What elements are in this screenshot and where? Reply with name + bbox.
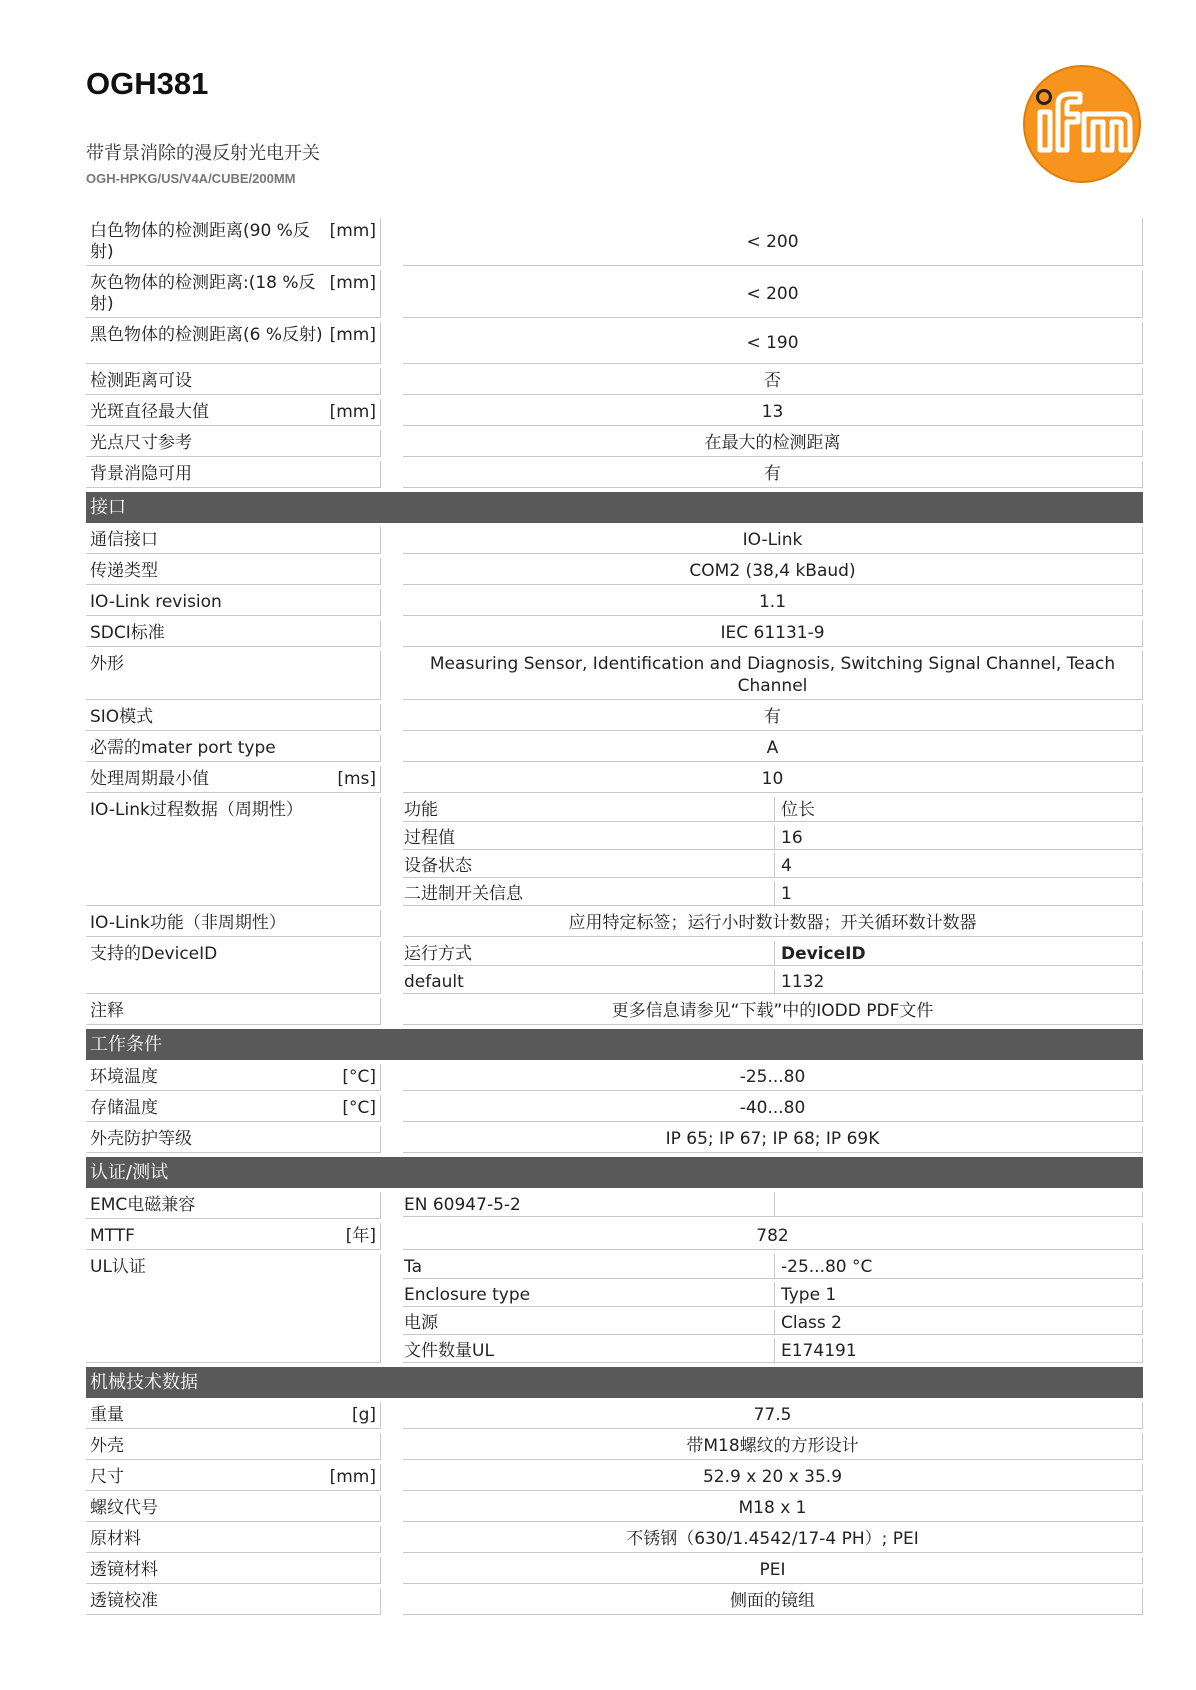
spec-label-text: 环境温度 xyxy=(90,1067,158,1087)
spec-label-text: SDCI标准 xyxy=(90,623,165,643)
spec-label xyxy=(86,399,381,426)
spec-label-text: 存储温度 xyxy=(90,1098,158,1118)
spec-value: 10 xyxy=(403,766,1143,793)
spec-row xyxy=(86,1402,1143,1429)
spec-subrow xyxy=(403,1192,1143,1217)
spec-label-text: IO-Link功能（非周期性） xyxy=(90,913,286,933)
spec-value: 在最大的检测距离 xyxy=(403,430,1143,457)
spec-row xyxy=(86,766,1143,793)
spec-gap xyxy=(381,910,403,937)
spec-row xyxy=(86,910,1143,937)
spec-row xyxy=(86,270,1143,318)
spec-label-text: 必需的mater port type xyxy=(90,738,276,758)
spec-value: Measuring Sensor, Identification and Diagnosis, Switching Signal Channel, Teach Channel xyxy=(403,651,1143,700)
spec-label-text: 透镜材料 xyxy=(90,1560,158,1580)
spec-value: 13 xyxy=(403,399,1143,426)
spec-gap xyxy=(381,766,403,793)
spec-gap xyxy=(381,735,403,762)
spec-subcell-key: 运行方式 xyxy=(403,941,775,966)
spec-label xyxy=(86,589,381,616)
section-header: 认证/测试 xyxy=(86,1157,1143,1188)
spec-gap xyxy=(381,218,403,266)
spec-gap xyxy=(381,1126,403,1153)
spec-row xyxy=(86,1464,1143,1491)
section-header: 接口 xyxy=(86,492,1143,523)
spec-label-text: 光斑直径最大值 xyxy=(90,402,209,422)
spec-unit: [°C] xyxy=(342,1098,376,1118)
spec-label xyxy=(86,558,381,585)
spec-row xyxy=(86,651,1143,700)
spec-subcell-key: 过程值 xyxy=(403,825,775,850)
spec-row xyxy=(86,368,1143,395)
spec-subcell-value: 1132 xyxy=(775,969,1143,994)
spec-value: 有 xyxy=(403,461,1143,488)
spec-label xyxy=(86,651,381,700)
spec-gap xyxy=(381,1223,403,1250)
spec-value: < 200 xyxy=(403,218,1143,266)
section-header: 机械技术数据 xyxy=(86,1367,1143,1398)
spec-value: COM2 (38,4 kBaud) xyxy=(403,558,1143,585)
spec-gap xyxy=(381,1433,403,1460)
spec-subcell-value xyxy=(775,1192,1143,1217)
spec-row xyxy=(86,735,1143,762)
spec-row xyxy=(86,322,1143,364)
spec-gap xyxy=(381,1464,403,1491)
spec-gap xyxy=(381,589,403,616)
spec-row xyxy=(86,1064,1143,1091)
spec-value: 侧面的镜组 xyxy=(403,1588,1143,1615)
spec-gap xyxy=(381,430,403,457)
spec-subtable xyxy=(403,1192,1143,1219)
spec-label-text: MTTF xyxy=(90,1226,135,1246)
spec-value: IEC 61131-9 xyxy=(403,620,1143,647)
spec-subtable xyxy=(403,941,1143,994)
ifm-logo xyxy=(1022,64,1142,184)
spec-gap xyxy=(381,368,403,395)
spec-label-text: 黑色物体的检测距离(6 %反射) xyxy=(90,325,323,345)
spec-label xyxy=(86,218,381,266)
spec-gap xyxy=(381,1064,403,1091)
spec-row xyxy=(86,704,1143,731)
spec-label xyxy=(86,998,381,1025)
spec-value: 更多信息请参见“下载”中的IODD PDF文件 xyxy=(403,998,1143,1025)
spec-row xyxy=(86,1192,1143,1219)
spec-subcell-key: 电源 xyxy=(403,1310,775,1335)
spec-label xyxy=(86,735,381,762)
spec-label-text: 外壳防护等级 xyxy=(90,1129,192,1149)
spec-subcell-value: 位长 xyxy=(775,797,1143,822)
spec-unit: [mm] xyxy=(329,402,376,422)
spec-value: 应用特定标签；运行小时数计数器；开关循环数计数器 xyxy=(403,910,1143,937)
spec-value: 带M18螺纹的方形设计 xyxy=(403,1433,1143,1460)
spec-unit: [°C] xyxy=(342,1067,376,1087)
spec-row xyxy=(86,1223,1143,1250)
spec-value: IP 65; IP 67; IP 68; IP 69K xyxy=(403,1126,1143,1153)
spec-label-text: EMC电磁兼容 xyxy=(90,1195,196,1215)
spec-value: PEI xyxy=(403,1557,1143,1584)
spec-gap xyxy=(381,704,403,731)
spec-gap xyxy=(381,998,403,1025)
spec-value: 有 xyxy=(403,704,1143,731)
spec-label-text: 通信接口 xyxy=(90,530,158,550)
spec-subtable xyxy=(403,797,1143,906)
spec-row xyxy=(86,1095,1143,1122)
spec-label xyxy=(86,1192,381,1219)
section-header: 工作条件 xyxy=(86,1029,1143,1060)
spec-label xyxy=(86,766,381,793)
order-code: OGH-HPKG/US/V4A/CUBE/200MM xyxy=(86,171,296,186)
spec-label xyxy=(86,620,381,647)
spec-row xyxy=(86,1254,1143,1363)
spec-row xyxy=(86,527,1143,554)
spec-gap xyxy=(381,941,403,994)
spec-unit: [g] xyxy=(351,1405,376,1425)
spec-subrow xyxy=(403,1282,1143,1307)
spec-gap xyxy=(381,461,403,488)
spec-gap xyxy=(381,322,403,364)
spec-label-text: 检测距离可设 xyxy=(90,371,192,391)
spec-value: < 200 xyxy=(403,270,1143,318)
spec-gap xyxy=(381,558,403,585)
spec-label xyxy=(86,1495,381,1522)
spec-label xyxy=(86,461,381,488)
spec-label-text: 透镜校准 xyxy=(90,1591,158,1611)
spec-subrow xyxy=(403,969,1143,994)
spec-value: -40...80 xyxy=(403,1095,1143,1122)
spec-value: A xyxy=(403,735,1143,762)
spec-subcell-key: EN 60947-5-2 xyxy=(403,1192,775,1217)
spec-label-text: 支持的DeviceID xyxy=(90,944,218,964)
spec-row xyxy=(86,218,1143,266)
spec-subcell-value: 4 xyxy=(775,853,1143,878)
spec-subcell-value: -25...80 °C xyxy=(775,1254,1143,1279)
spec-subrow xyxy=(403,1338,1143,1363)
spec-gap xyxy=(381,1192,403,1219)
spec-row xyxy=(86,430,1143,457)
spec-gap xyxy=(381,1402,403,1429)
spec-subcell-key: Ta xyxy=(403,1254,775,1279)
spec-subcell-value: 1 xyxy=(775,881,1143,906)
spec-subrow xyxy=(403,797,1143,822)
spec-subcell-key: default xyxy=(403,969,775,994)
spec-row xyxy=(86,797,1143,906)
spec-gap xyxy=(381,270,403,318)
spec-gap xyxy=(381,1254,403,1363)
spec-subrow xyxy=(403,1254,1143,1279)
spec-label xyxy=(86,704,381,731)
spec-label xyxy=(86,1064,381,1091)
spec-label xyxy=(86,322,381,364)
spec-unit: [mm] xyxy=(329,273,376,293)
spec-label-text: 光点尺寸参考 xyxy=(90,433,192,453)
spec-row xyxy=(86,589,1143,616)
spec-subrow xyxy=(403,853,1143,878)
spec-row xyxy=(86,998,1143,1025)
spec-unit: [mm] xyxy=(329,221,376,241)
spec-gap xyxy=(381,651,403,700)
spec-label xyxy=(86,368,381,395)
spec-gap xyxy=(381,797,403,906)
spec-row xyxy=(86,1588,1143,1615)
spec-row xyxy=(86,1126,1143,1153)
spec-row xyxy=(86,1495,1143,1522)
spec-label-text: 灰色物体的检测距离:(18 %反射) xyxy=(90,273,316,314)
spec-subcell-value: Type 1 xyxy=(775,1282,1143,1307)
spec-label xyxy=(86,1254,381,1363)
spec-label-text: 处理周期最小值 xyxy=(90,769,209,789)
spec-row xyxy=(86,461,1143,488)
spec-subtable xyxy=(403,1254,1143,1363)
spec-subcell-key: 设备状态 xyxy=(403,853,775,878)
spec-row xyxy=(86,620,1143,647)
spec-gap xyxy=(381,1557,403,1584)
spec-value: 52.9 x 20 x 35.9 xyxy=(403,1464,1143,1491)
spec-label xyxy=(86,270,381,318)
spec-label-text: 外壳 xyxy=(90,1436,124,1456)
spec-label xyxy=(86,797,381,906)
spec-label xyxy=(86,1526,381,1553)
spec-subcell-value: E174191 xyxy=(775,1338,1143,1363)
spec-label-text: IO-Link revision xyxy=(90,592,222,612)
spec-gap xyxy=(381,399,403,426)
spec-label-text: IO-Link过程数据（周期性） xyxy=(90,800,303,820)
spec-subrow xyxy=(403,941,1143,966)
spec-label-text: 注释 xyxy=(90,1001,124,1021)
spec-label-text: 尺寸 xyxy=(90,1467,124,1487)
spec-label-text: 背景消隐可用 xyxy=(90,464,192,484)
spec-subcell-value: Class 2 xyxy=(775,1310,1143,1335)
spec-value: IO-Link xyxy=(403,527,1143,554)
spec-label xyxy=(86,1588,381,1615)
spec-value: 否 xyxy=(403,368,1143,395)
spec-value: -25...80 xyxy=(403,1064,1143,1091)
spec-row xyxy=(86,941,1143,994)
spec-row xyxy=(86,1557,1143,1584)
spec-label xyxy=(86,1402,381,1429)
spec-label xyxy=(86,1464,381,1491)
spec-row xyxy=(86,1526,1143,1553)
spec-label xyxy=(86,910,381,937)
spec-label-text: 螺纹代号 xyxy=(90,1498,158,1518)
spec-row xyxy=(86,399,1143,426)
spec-gap xyxy=(381,1095,403,1122)
spec-value: 不锈钢（630/1.4542/17-4 PH）; PEI xyxy=(403,1526,1143,1553)
spec-label xyxy=(86,1557,381,1584)
spec-subcell-value: 16 xyxy=(775,825,1143,850)
spec-unit: [年] xyxy=(345,1226,376,1246)
product-title: OGH381 xyxy=(86,66,209,101)
spec-label-text: 原材料 xyxy=(90,1529,141,1549)
spec-gap xyxy=(381,1588,403,1615)
spec-unit: [ms] xyxy=(337,769,376,789)
spec-label-text: UL认证 xyxy=(90,1257,146,1277)
spec-table xyxy=(86,218,1143,1619)
spec-subcell-key: 功能 xyxy=(403,797,775,822)
spec-subcell-key: 二进制开关信息 xyxy=(403,881,775,906)
spec-value: M18 x 1 xyxy=(403,1495,1143,1522)
spec-subcell-value: DeviceID xyxy=(775,941,1143,966)
spec-label xyxy=(86,1095,381,1122)
spec-subrow xyxy=(403,1310,1143,1335)
spec-label-text: 外形 xyxy=(90,654,124,674)
spec-label-text: 重量 xyxy=(90,1405,124,1425)
product-subtitle: 带背景消除的漫反射光电开关 xyxy=(86,143,320,164)
spec-subrow xyxy=(403,825,1143,850)
spec-label-text: 白色物体的检测距离(90 %反射) xyxy=(90,221,310,262)
spec-label xyxy=(86,941,381,994)
spec-unit: [mm] xyxy=(329,325,376,345)
spec-subrow xyxy=(403,881,1143,906)
spec-row xyxy=(86,558,1143,585)
spec-label-text: 传递类型 xyxy=(90,561,158,581)
spec-value: 1.1 xyxy=(403,589,1143,616)
spec-row xyxy=(86,1433,1143,1460)
spec-value: < 190 xyxy=(403,322,1143,364)
spec-unit: [mm] xyxy=(329,1467,376,1487)
spec-label-text: SIO模式 xyxy=(90,707,154,727)
spec-label xyxy=(86,430,381,457)
spec-gap xyxy=(381,620,403,647)
spec-label xyxy=(86,527,381,554)
spec-gap xyxy=(381,1495,403,1522)
spec-gap xyxy=(381,527,403,554)
spec-subcell-key: 文件数量UL xyxy=(403,1338,775,1363)
spec-value: 782 xyxy=(403,1223,1143,1250)
spec-label xyxy=(86,1433,381,1460)
spec-gap xyxy=(381,1526,403,1553)
spec-label xyxy=(86,1223,381,1250)
spec-subcell-key: Enclosure type xyxy=(403,1282,775,1307)
spec-label xyxy=(86,1126,381,1153)
spec-value: 77.5 xyxy=(403,1402,1143,1429)
